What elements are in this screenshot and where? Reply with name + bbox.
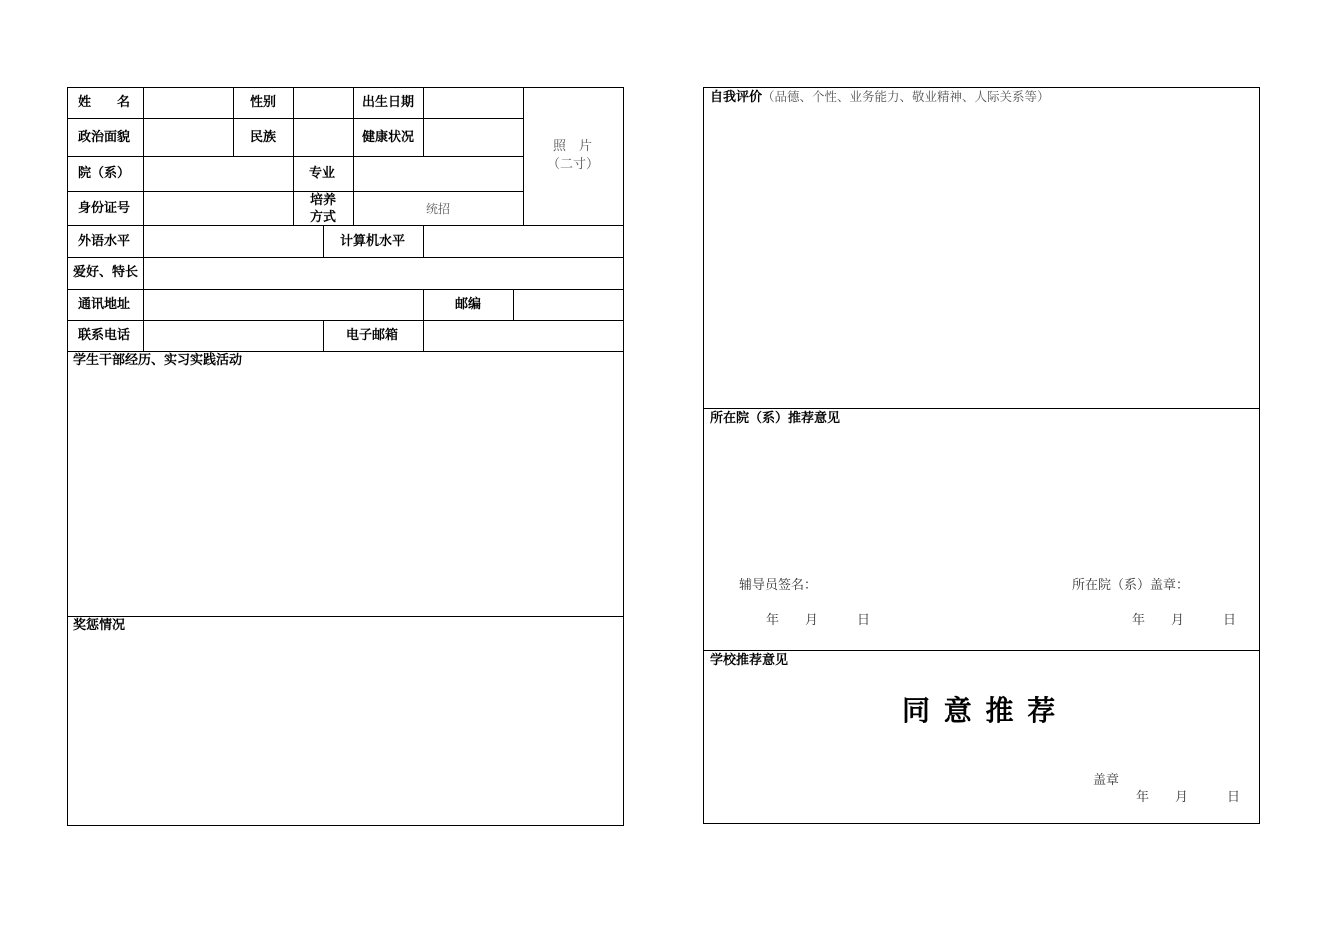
language-level-label: 外语水平 xyxy=(78,234,131,249)
major-field[interactable] xyxy=(354,157,523,191)
email-field[interactable] xyxy=(424,321,623,351)
department-seal-date: 年 月 日 xyxy=(1132,613,1237,628)
language-level-field[interactable] xyxy=(144,226,323,257)
awards-label: 奖惩情况 xyxy=(73,618,126,633)
self-evaluation-hint: （品德、个性、业务能力、敬业精神、人际关系等） xyxy=(762,89,1050,104)
name-field[interactable] xyxy=(144,88,233,118)
phone-label: 联系电话 xyxy=(78,328,131,343)
hobby-label: 爱好、特长 xyxy=(73,265,139,280)
counselor-date: 年 月 日 xyxy=(766,613,871,628)
gender-label: 性别 xyxy=(250,95,277,110)
birth-date-field[interactable] xyxy=(424,88,523,118)
ethnic-label: 民族 xyxy=(250,130,277,145)
computer-level-field[interactable] xyxy=(424,226,623,257)
cadre-experience-label: 学生干部经历、实习实践活动 xyxy=(73,353,243,368)
id-number-label: 身份证号 xyxy=(78,201,131,216)
school-seal-date: 年 月 日 xyxy=(1136,790,1241,805)
postcode-field[interactable] xyxy=(514,290,623,320)
self-evaluation-title: 自我评价 xyxy=(710,90,763,105)
health-label: 健康状况 xyxy=(362,130,415,145)
political-status-label: 政治面貌 xyxy=(78,130,131,145)
department-field[interactable] xyxy=(144,157,293,191)
self-evaluation-area[interactable] xyxy=(704,108,1259,408)
postcode-label: 邮编 xyxy=(455,297,482,312)
school-opinion-label: 学校推荐意见 xyxy=(710,653,789,668)
name-label: 姓 名 xyxy=(78,95,131,110)
awards-area[interactable] xyxy=(68,637,623,825)
photo-placeholder-line2: （二寸） xyxy=(547,157,600,172)
id-number-field[interactable] xyxy=(144,192,293,225)
hobby-field[interactable] xyxy=(144,258,623,289)
school-seal-label: 盖章 xyxy=(1093,773,1120,788)
recommendation-form xyxy=(640,0,1323,927)
photo-placeholder-line1: 照 片 xyxy=(553,139,593,154)
political-status-field[interactable] xyxy=(144,119,233,156)
ethnic-field[interactable] xyxy=(294,119,353,156)
student-info-form xyxy=(0,0,640,927)
self-evaluation-label xyxy=(710,89,1050,106)
address-field[interactable] xyxy=(144,290,423,320)
major-label: 专业 xyxy=(309,166,336,181)
department-opinion-label: 所在院（系）推荐意见 xyxy=(710,411,841,426)
computer-level-label: 计算机水平 xyxy=(340,234,406,249)
training-mode-value: 统招 xyxy=(426,202,451,216)
school-opinion-value: 同 意 推 荐 xyxy=(902,694,1058,727)
cadre-experience-area[interactable] xyxy=(68,372,623,616)
address-label: 通讯地址 xyxy=(78,297,131,312)
photo-area[interactable] xyxy=(524,88,623,225)
training-mode-label-2: 方式 xyxy=(310,210,337,225)
email-label: 电子邮箱 xyxy=(346,328,399,343)
department-opinion-area[interactable] xyxy=(704,430,1259,570)
counselor-signature-label: 辅导员签名： xyxy=(739,578,818,593)
training-mode-label-1: 培养 xyxy=(310,193,337,208)
department-label: 院（系） xyxy=(78,166,131,181)
birth-date-label: 出生日期 xyxy=(362,95,415,110)
phone-field[interactable] xyxy=(144,321,323,351)
department-seal-label: 所在院（系）盖章： xyxy=(1072,578,1190,593)
gender-field[interactable] xyxy=(294,88,353,118)
health-field[interactable] xyxy=(424,119,523,156)
